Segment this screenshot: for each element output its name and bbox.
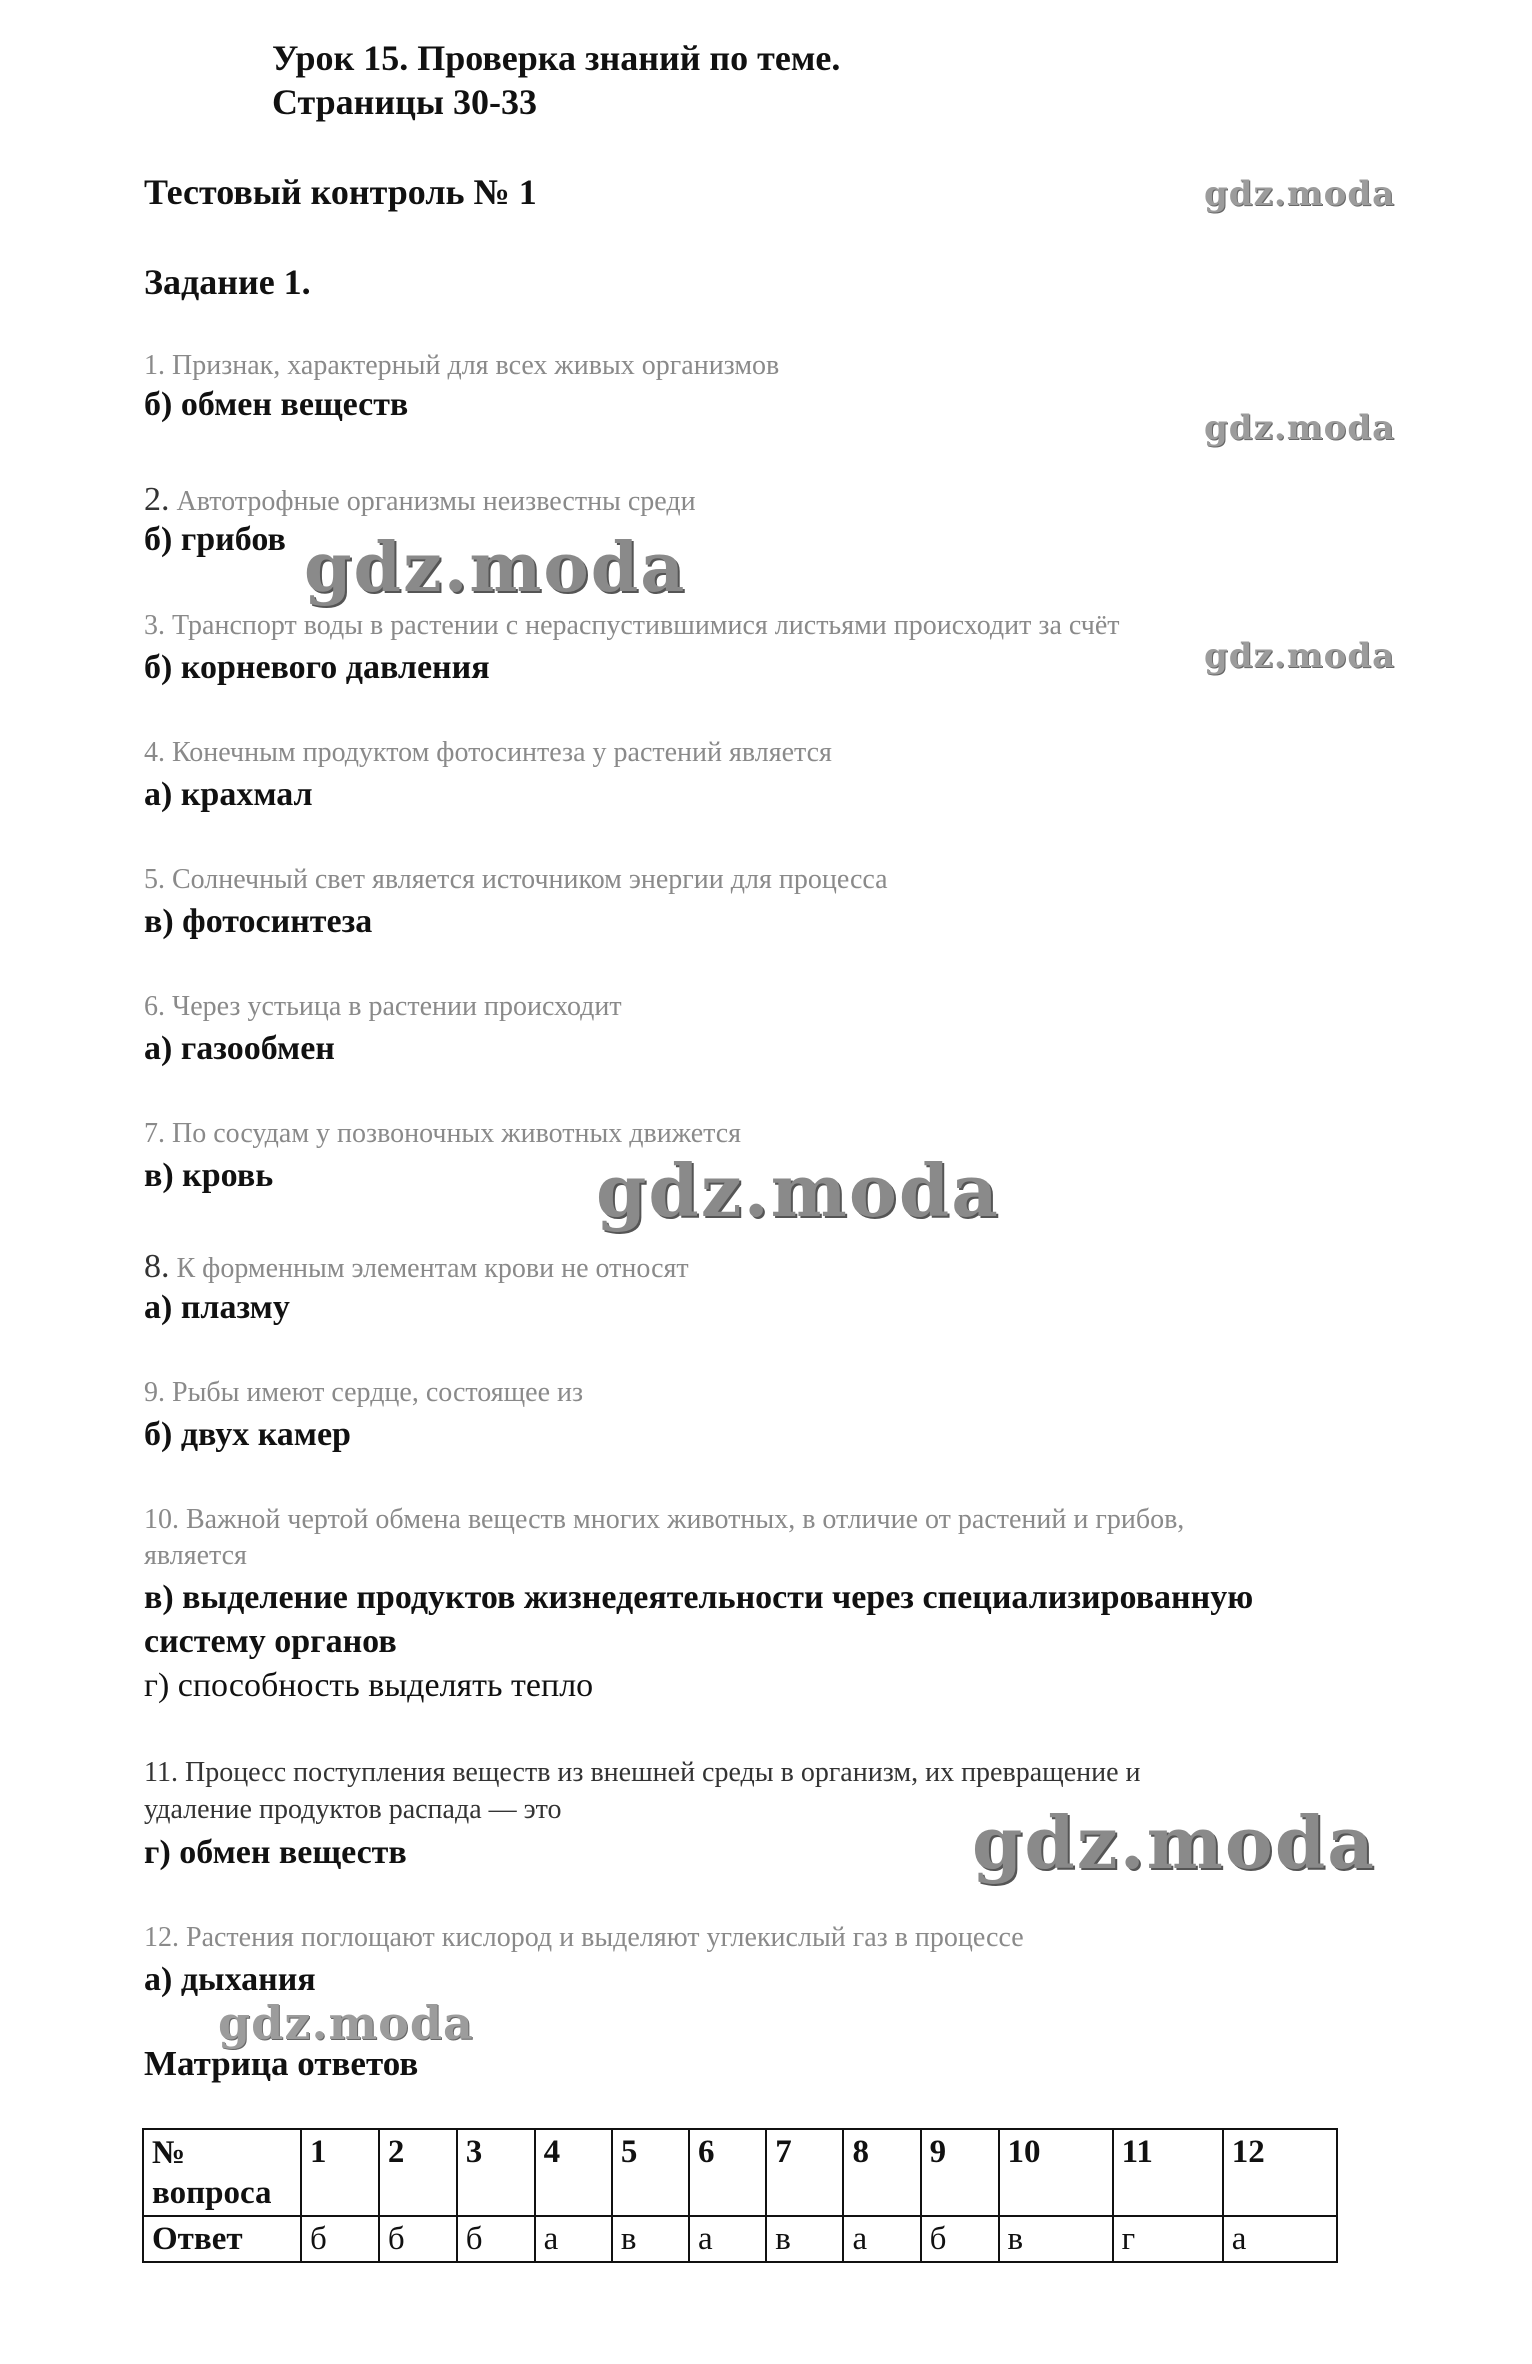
answer-2: б) грибов bbox=[144, 521, 286, 558]
question-12 bbox=[144, 1922, 1024, 1954]
answer-7: в) кровь bbox=[144, 1157, 274, 1194]
question-text: Через устьица в растении происходит bbox=[165, 991, 622, 1022]
test-title: Тестовый контроль № 1 bbox=[144, 172, 537, 212]
answer-matrix bbox=[142, 2128, 1338, 2263]
matrix-answer-cell: б bbox=[301, 2216, 379, 2262]
matrix-number-cell: 3 bbox=[457, 2129, 535, 2216]
question-5 bbox=[144, 864, 888, 896]
answer-10-extra: г) способность выделять тепло bbox=[144, 1667, 594, 1704]
matrix-number-cell: 8 bbox=[843, 2129, 920, 2216]
question-text: Транспорт воды в растении с нераспустившимися листьями происходит за счёт bbox=[165, 610, 1120, 641]
question-10-continued: является bbox=[144, 1540, 247, 1571]
question-number: 9. bbox=[144, 1377, 165, 1408]
matrix-header-row bbox=[143, 2129, 1337, 2216]
watermark: gdz.moda bbox=[1204, 174, 1396, 214]
watermark: gdz.moda bbox=[304, 528, 687, 608]
pages-range: Страницы 30-33 bbox=[272, 82, 537, 122]
watermark: gdz.moda bbox=[596, 1148, 1000, 1233]
question-2 bbox=[144, 480, 696, 519]
question-text: Процесс поступления веществ из внешней среды в организм, их превращение и bbox=[177, 1757, 1141, 1788]
matrix-answer-cell: в bbox=[766, 2216, 843, 2262]
matrix-answer-cell: а bbox=[1223, 2216, 1337, 2262]
question-text: Растения поглощают кислород и выделяют углекислый газ в процессе bbox=[179, 1922, 1024, 1953]
matrix-header-label bbox=[143, 2129, 301, 2216]
question-text: Солнечный свет является источником энергии для процесса bbox=[165, 864, 888, 895]
task-title: Задание 1. bbox=[144, 262, 311, 302]
matrix-answer-cell: б bbox=[921, 2216, 999, 2262]
matrix-answer-cell: в bbox=[612, 2216, 689, 2262]
question-number: 1. bbox=[144, 350, 165, 381]
matrix-answer-cell: а bbox=[689, 2216, 766, 2262]
question-7 bbox=[144, 1118, 741, 1150]
matrix-answer-label: Ответ bbox=[143, 2216, 301, 2262]
matrix-number-cell: 9 bbox=[921, 2129, 999, 2216]
question-9 bbox=[144, 1377, 583, 1409]
matrix-title: Матрица ответов bbox=[144, 2044, 419, 2083]
question-10 bbox=[144, 1504, 1184, 1536]
answer-10-line2: систему органов bbox=[144, 1623, 397, 1660]
question-8 bbox=[144, 1247, 689, 1286]
question-number: 11. bbox=[144, 1757, 178, 1788]
question-number: 2. bbox=[144, 481, 170, 518]
matrix-number-cell: 1 bbox=[301, 2129, 379, 2216]
question-number: 10. bbox=[144, 1504, 179, 1535]
watermark: gdz.moda bbox=[218, 1996, 474, 2050]
question-text: Автотрофные организмы неизвестны среди bbox=[169, 486, 696, 517]
matrix-answer-cell: а bbox=[843, 2216, 920, 2262]
answer-3: б) корневого давления bbox=[144, 649, 490, 686]
matrix-answer-cell: б bbox=[457, 2216, 535, 2262]
question-text: Важной чертой обмена веществ многих животных, в отличие от растений и грибов, bbox=[179, 1504, 1185, 1535]
matrix-number-cell: 11 bbox=[1113, 2129, 1223, 2216]
question-text: По сосудам у позвоночных животных движется bbox=[165, 1118, 742, 1149]
matrix-number-cell: 6 bbox=[689, 2129, 766, 2216]
answer-9: б) двух камер bbox=[144, 1416, 351, 1453]
question-6 bbox=[144, 991, 622, 1023]
answer-10-line1: в) выделение продуктов жизнедеятельности через специализированную bbox=[144, 1579, 1254, 1616]
question-number: 6. bbox=[144, 991, 165, 1022]
matrix-number-cell: 2 bbox=[379, 2129, 457, 2216]
matrix-answer-cell: в bbox=[999, 2216, 1113, 2262]
answer-12: а) дыхания bbox=[144, 1961, 316, 1998]
question-3 bbox=[144, 610, 1120, 642]
question-11-continued: удаление продуктов распада — это bbox=[144, 1794, 562, 1825]
answer-6: а) газообмен bbox=[144, 1030, 335, 1067]
answer-4: а) крахмал bbox=[144, 776, 313, 813]
question-number: 7. bbox=[144, 1118, 165, 1149]
answer-8: а) плазму bbox=[144, 1289, 290, 1326]
matrix-number-cell: 12 bbox=[1223, 2129, 1337, 2216]
answer-1: б) обмен веществ bbox=[144, 386, 409, 423]
question-text: Конечным продуктом фотосинтеза у растений является bbox=[165, 737, 832, 768]
matrix-answer-cell: г bbox=[1113, 2216, 1223, 2262]
matrix-number-cell: 7 bbox=[766, 2129, 843, 2216]
lesson-title: Урок 15. Проверка знаний по теме. bbox=[272, 38, 841, 78]
watermark: gdz.moda bbox=[972, 1800, 1376, 1885]
watermark: gdz.moda bbox=[1204, 636, 1396, 676]
matrix-answer-cell: б bbox=[379, 2216, 457, 2262]
header-label-line2: вопроса bbox=[152, 2174, 272, 2211]
question-text: Рыбы имеют сердце, состоящее из bbox=[165, 1377, 584, 1408]
question-text: Признак, характерный для всех живых организмов bbox=[165, 350, 780, 381]
matrix-number-cell: 4 bbox=[535, 2129, 612, 2216]
watermark: gdz.moda bbox=[1204, 408, 1396, 448]
question-1 bbox=[144, 350, 779, 382]
answer-11: г) обмен веществ bbox=[144, 1834, 407, 1871]
question-number: 8. bbox=[144, 1248, 170, 1285]
question-text: К форменным элементам крови не относят bbox=[169, 1253, 689, 1284]
question-number: 4. bbox=[144, 737, 165, 768]
question-4 bbox=[144, 737, 832, 769]
header-label-line1: № bbox=[152, 2135, 186, 2171]
matrix-number-cell: 5 bbox=[612, 2129, 689, 2216]
matrix-answer-row bbox=[143, 2216, 1337, 2262]
matrix-number-cell: 10 bbox=[999, 2129, 1113, 2216]
answer-5: в) фотосинтеза bbox=[144, 903, 373, 940]
question-number: 5. bbox=[144, 864, 165, 895]
question-11 bbox=[144, 1757, 1141, 1789]
matrix-answer-cell: а bbox=[535, 2216, 612, 2262]
question-number: 12. bbox=[144, 1922, 179, 1953]
question-number: 3. bbox=[144, 610, 165, 641]
